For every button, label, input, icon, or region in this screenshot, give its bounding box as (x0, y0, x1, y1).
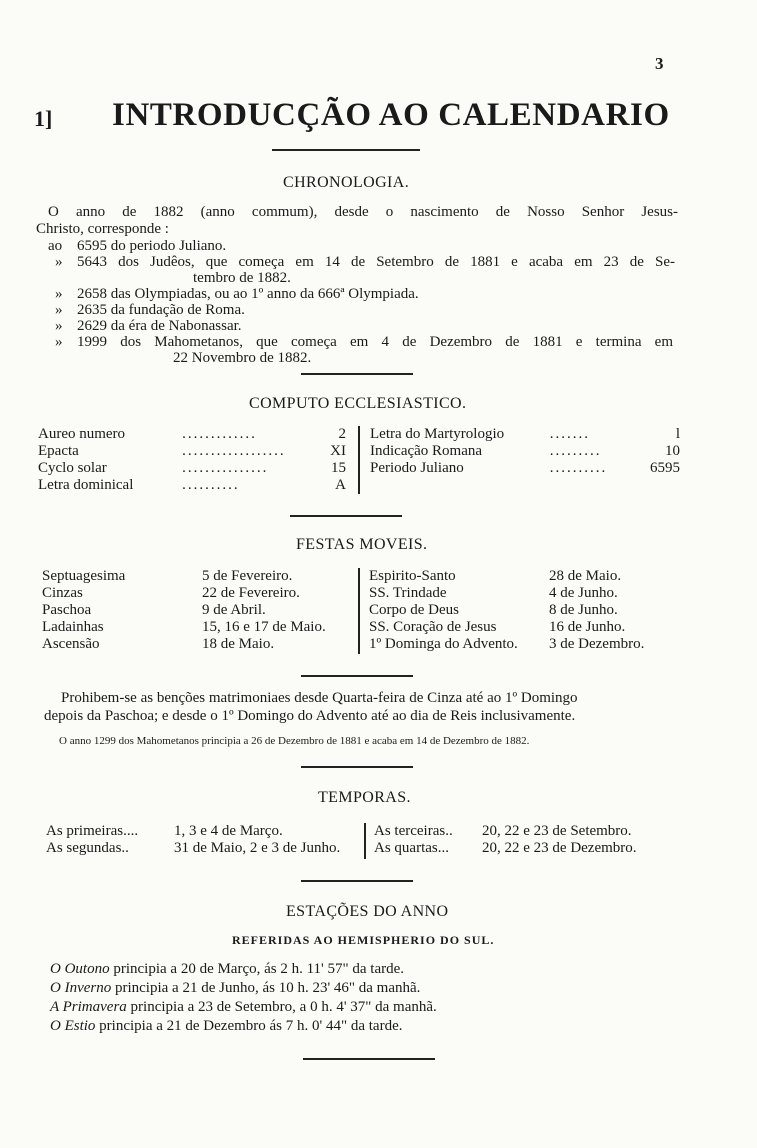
table-row (46, 840, 340, 857)
estacoes-subheading: REFERIDAS AO HEMISPHERIO DO SUL. (232, 933, 495, 947)
computo-value: 10 (665, 443, 680, 459)
temporas-label: As primeiras.... (46, 823, 139, 839)
page-number: 3 (655, 54, 664, 73)
table-row (42, 568, 326, 585)
temporas-date: 20, 22 e 23 de Dezembro. (482, 840, 637, 856)
festa-date: 3 de Dezembro. (549, 636, 645, 652)
section-divider (301, 880, 413, 882)
season-name: O Inverno (50, 980, 112, 996)
chronology-line: 2658 das Olympiadas, ou ao 1º anno da 666ª Olympiada. (77, 286, 419, 302)
section-divider (301, 373, 413, 375)
table-row: Indicação Romana ......... 10 (370, 443, 680, 459)
festa-date: 28 de Maio. (549, 568, 622, 584)
chronology-line: tembro de 1882. (193, 270, 291, 286)
season-text: principia a 20 de Março, ás 2 h. 11' 57" da tarde. (113, 961, 405, 977)
season-line (50, 999, 437, 1016)
chronology-line: 2635 da fundação de Roma. (77, 302, 245, 318)
computo-label: Aureo numero (38, 426, 126, 442)
section-bracket: 1] (34, 106, 53, 131)
festas-note-line1: Prohibem-se as benções matrimoniaes desde Quarta-feira de Cinza até ao 1º Domingo (61, 690, 578, 706)
column-divider (364, 823, 366, 859)
season-name: O Outono (50, 961, 110, 977)
temporas-label: As terceiras.. (374, 823, 453, 839)
festas-heading: FESTAS MOVEIS. (296, 536, 428, 553)
column-divider (358, 568, 360, 654)
section-divider (301, 675, 413, 677)
table-row: Letra do Martyrologio ....... l (370, 426, 680, 442)
table-row (374, 823, 637, 840)
section-divider (303, 1058, 435, 1060)
festa-date: 22 de Fevereiro. (202, 585, 300, 601)
chronologia-intro-line2: Christo, corresponde : (36, 221, 169, 237)
festa-label: Corpo de Deus (369, 602, 459, 618)
festa-date: 15, 16 e 17 de Maio. (202, 619, 326, 635)
festa-date: 4 de Junho. (549, 585, 618, 601)
festas-right-table (369, 568, 644, 653)
festa-label: Cinzas (42, 585, 83, 601)
table-row (369, 568, 644, 585)
table-row: Periodo Juliano .......... 6595 (370, 460, 680, 476)
festa-label: Septuagesima (42, 568, 126, 584)
temporas-right-table (374, 823, 637, 857)
festa-date: 18 de Maio. (202, 636, 275, 652)
table-row: Cyclo solar ............... 15 (38, 460, 346, 476)
season-text: principia a 21 de Junho, ás 10 h. 23' 46" da manhã. (114, 980, 421, 996)
festa-label: Ladainhas (42, 619, 104, 635)
season-line (50, 1018, 402, 1035)
festa-label: SS. Coração de Jesus (369, 619, 497, 635)
computo-heading: COMPUTO ECCLESIASTICO. (249, 395, 467, 412)
chronology-mark: » (55, 318, 63, 334)
table-row (42, 585, 326, 602)
festa-label: Paschoa (42, 602, 92, 618)
temporas-left-table (46, 823, 340, 857)
computo-value: 2 (338, 426, 346, 442)
festa-date: 16 de Junho. (549, 619, 626, 635)
festa-date: 5 de Fevereiro. (202, 568, 293, 584)
festa-label: Ascensão (42, 636, 100, 652)
table-row (374, 840, 637, 857)
temporas-date: 31 de Maio, 2 e 3 de Junho. (174, 840, 341, 856)
chronology-mark: » (55, 302, 63, 318)
computo-left-table (38, 426, 346, 494)
computo-value: XI (330, 443, 346, 459)
computo-right-table (370, 426, 680, 477)
page-title: INTRODUCÇÃO AO CALENDARIO (112, 97, 670, 133)
table-row: Epacta .................. XI (38, 443, 346, 459)
season-name: A Primavera (50, 999, 127, 1015)
temporas-label: As quartas... (374, 840, 449, 856)
table-row (42, 636, 326, 653)
season-text: principia a 23 de Setembro, a 0 h. 4' 37" da manhã. (130, 999, 437, 1015)
table-row (369, 602, 644, 619)
section-divider (301, 766, 413, 768)
chronology-line: 5643 dos Judêos, que começa em 14 de Setembro de 1881 e acaba em 23 de Se- (77, 254, 675, 270)
season-line (50, 961, 404, 978)
computo-label: Letra do Martyrologio (370, 426, 505, 442)
festa-date: 8 de Junho. (549, 602, 618, 618)
temporas-label: As segundas.. (46, 840, 129, 856)
festa-label: SS. Trindade (369, 585, 447, 601)
chronology-mark: ao (48, 238, 63, 254)
estacoes-heading: ESTAÇÕES DO ANNO (286, 903, 449, 920)
temporas-heading: TEMPORAS. (318, 789, 411, 806)
computo-value: A (335, 477, 346, 493)
season-text: principia a 21 de Dezembro ás 7 h. 0' 44" da tarde. (99, 1018, 403, 1034)
chronologia-heading: CHRONOLOGIA. (283, 174, 410, 191)
festa-label: 1º Dominga do Advento. (369, 636, 518, 652)
table-row (369, 619, 644, 636)
chronology-line: 22 Novembro de 1882. (173, 350, 312, 366)
computo-label: Cyclo solar (38, 460, 107, 476)
computo-value: l (675, 426, 680, 442)
chronology-line: 6595 do periodo Juliano. (77, 238, 227, 254)
title-divider (272, 149, 420, 151)
computo-label: Epacta (38, 443, 79, 459)
computo-label: Indicação Romana (370, 443, 483, 459)
temporas-date: 20, 22 e 23 de Setembro. (482, 823, 632, 839)
chronology-line: 2629 da éra de Nabonassar. (77, 318, 242, 334)
season-line (50, 980, 420, 997)
festas-left-table (42, 568, 326, 653)
chronology-mark: » (55, 286, 63, 302)
column-divider (358, 426, 360, 494)
chronology-mark: » (55, 334, 63, 350)
festa-label: Espirito-Santo (369, 568, 456, 584)
table-row: Letra dominical .......... A (38, 477, 346, 493)
table-row (369, 636, 644, 653)
table-row (369, 585, 644, 602)
table-row (42, 602, 326, 619)
computo-value: 15 (331, 460, 346, 476)
festa-date: 9 de Abril. (202, 602, 266, 618)
table-row (46, 823, 340, 840)
table-row: Aureo numero ............. 2 (38, 426, 346, 442)
section-divider (290, 515, 402, 517)
temporas-date: 1, 3 e 4 de Março. (174, 823, 283, 839)
computo-label: Periodo Juliano (370, 460, 464, 476)
season-name: O Estio (50, 1018, 96, 1034)
table-row (42, 619, 326, 636)
computo-value: 6595 (650, 460, 680, 476)
chronology-mark: » (55, 254, 63, 270)
festas-note-line2: depois da Paschoa; e desde o 1º Domingo do Advento até ao dia de Reis inclusivamente. (44, 708, 576, 724)
computo-label: Letra dominical (38, 477, 134, 493)
festas-note-small: O anno 1299 dos Mahometanos principia a 26 de Dezembro de 1881 e acaba em 14 de Dezembro de 1882. (59, 735, 530, 747)
chronologia-intro-line1: O anno de 1882 (anno commum), desde o nascimento de Nosso Senhor Jesus- (48, 204, 678, 220)
chronology-line: 1999 dos Mahometanos, que começa em 4 de Dezembro de 1881 e termina em (77, 334, 673, 350)
